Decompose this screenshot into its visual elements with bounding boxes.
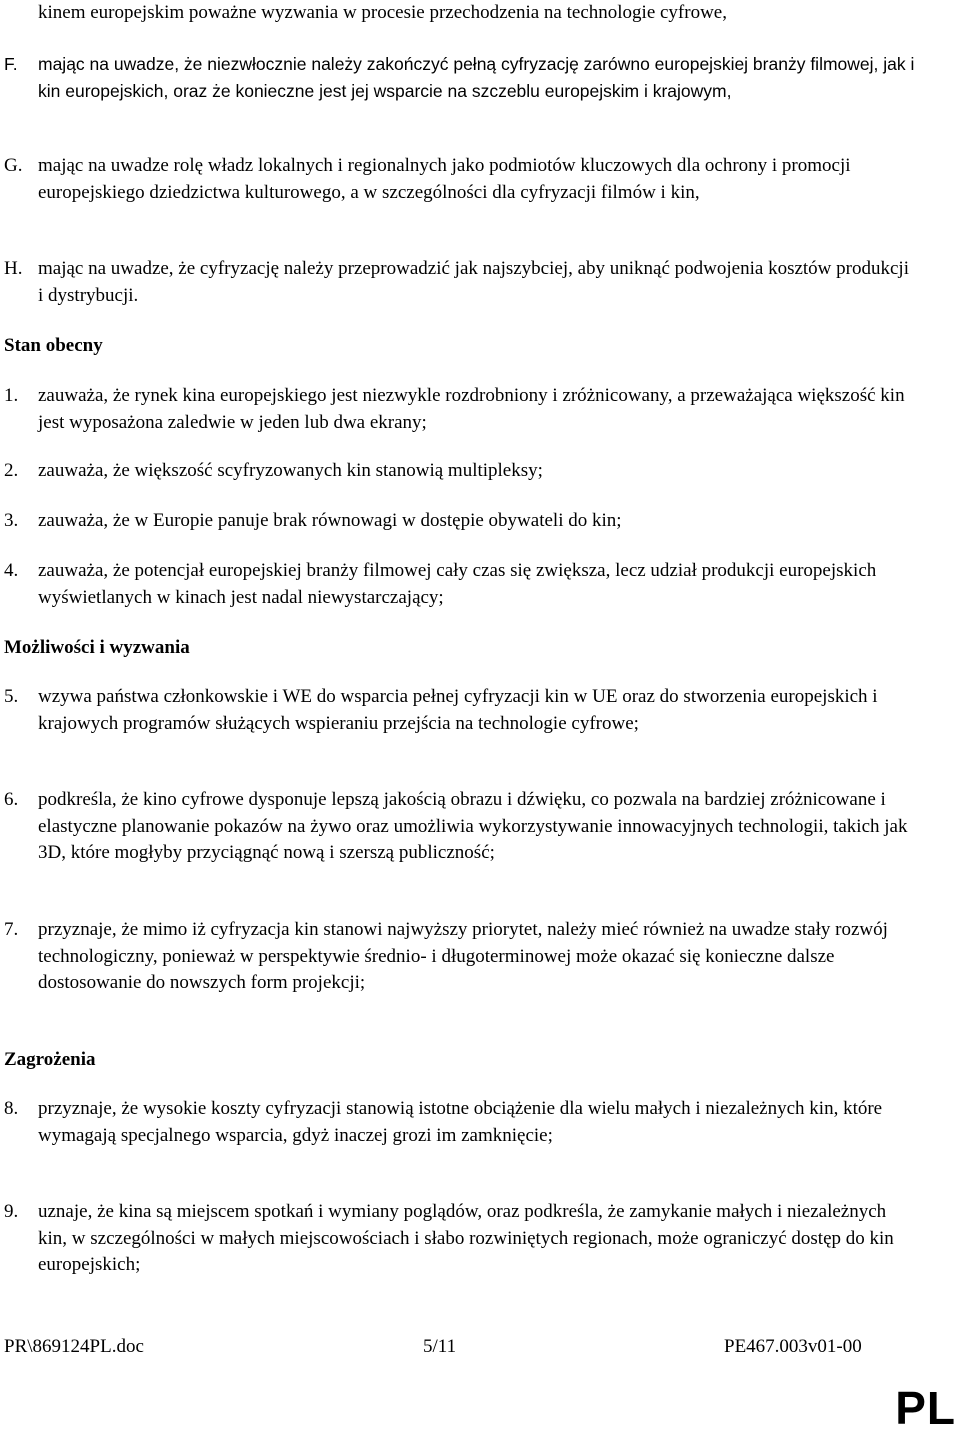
footer-pe-reference: PE467.003v01-00 — [724, 1336, 862, 1357]
recital-number: G. — [4, 155, 23, 176]
point-text: zauważa, że rynek kina europejskiego jest niezwykle rozdrobniony i zróżnicowany, a przeważająca większość kin jest wyposażona zaledwie w jeden lub dwa ekrany; — [38, 385, 905, 433]
section-heading-mozliwosci: Możliwości i wyzwania — [4, 637, 190, 658]
point-number: 9. — [4, 1201, 19, 1222]
footer-page-number: 5/11 — [423, 1336, 457, 1357]
point-text: przyznaje, że mimo iż cyfryzacja kin stanowi najwyższy priorytet, należy mieć również na uwadze stały rozwój technologiczny, ponieważ w perspektywie średnio- i długoterminowej może okazać się konieczne dalsze dostosowanie do nowszych form projekcji; — [38, 919, 888, 993]
language-code: PL — [895, 1382, 956, 1434]
point-number: 6. — [4, 789, 19, 810]
point-number: 7. — [4, 919, 19, 940]
point-text: uznaje, że kina są miejscem spotkań i wymiany poglądów, oraz podkreśla, że zamykanie małych i niezależnych kin, w szczególności w małych miejscowościach i słabo rozwiniętych regionach, może ograniczyć dostęp do kin europejskich; — [38, 1201, 894, 1275]
point-text: wzywa państwa członkowskie i WE do wsparcia pełnej cyfryzacji kin w UE oraz do stworzenia europejskich i krajowych programów służących wspieraniu przejścia na technologie cyfrowe; — [38, 686, 878, 734]
point-number: 5. — [4, 686, 19, 707]
point-number: 8. — [4, 1098, 19, 1119]
point-number: 1. — [4, 385, 19, 406]
recital-number: F. — [4, 54, 18, 74]
recital-text: mając na uwadze, że cyfryzację należy przeprowadzić jak najszybciej, aby uniknąć podwojenia kosztów produkcji i dystrybucji. — [38, 258, 909, 306]
section-heading-stan: Stan obecny — [4, 335, 103, 356]
section-heading-zagrozenia: Zagrożenia — [4, 1049, 96, 1070]
point-number: 2. — [4, 460, 19, 481]
point-text: zauważa, że w Europie panuje brak równowagi w dostępie obywateli do kin; — [38, 510, 622, 531]
point-text: zauważa, że większość scyfryzowanych kin stanowią multipleksy; — [38, 460, 543, 481]
continued-text-line: kinem europejskim poważne wyzwania w procesie przechodzenia na technologie cyfrowe, — [38, 2, 727, 23]
point-number: 3. — [4, 510, 19, 531]
point-number: 4. — [4, 560, 19, 581]
point-text: przyznaje, że wysokie koszty cyfryzacji stanowią istotne obciążenie dla wielu małych i niezależnych kin, które wymagają specjalnego wsparcia, gdyż inaczej grozi im zamknięcie; — [38, 1098, 883, 1146]
footer-doc-reference: PR\869124PL.doc — [4, 1336, 144, 1357]
point-text: zauważa, że potencjał europejskiej branży filmowej cały czas się zwiększa, lecz udział produkcji europejskich wyświetlanych w kinach jest nadal niewystarczający; — [38, 560, 877, 608]
recital-text: mając na uwadze, że niezwłocznie należy zakończyć pełną cyfryzację zarówno europejskiej branży filmowej, jak i kin europejskich, oraz że konieczne jest jej wsparcie na szczeblu europejskim i krajowym, — [38, 54, 915, 101]
point-text: podkreśla, że kino cyfrowe dysponuje lepszą jakością obrazu i dźwięku, co pozwala na bardziej zróżnicowane i elastyczne planowanie pokazów na żywo oraz umożliwia wykorzystywanie innowacyjnych technologii, takich jak 3D, które mogłyby przyciągnąć nową i szerszą publiczność; — [38, 789, 908, 863]
recital-number: H. — [4, 258, 23, 279]
recital-text: mając na uwadze rolę władz lokalnych i regionalnych jako podmiotów kluczowych dla ochrony i promocji europejskiego dziedzictwa kulturowego, a w szczególności dla cyfryzacji filmów i kin, — [38, 155, 851, 203]
